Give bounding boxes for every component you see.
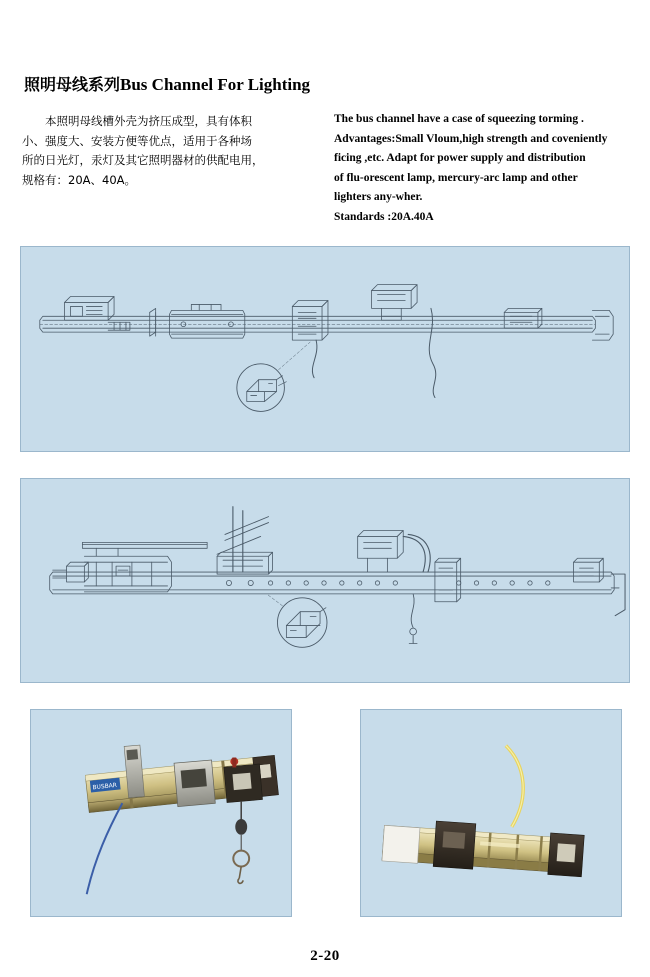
page-title [24,72,310,95]
intro-cn-line-3: 所的日光灯，汞灯及其它照明器材的供配电用， [22,153,264,167]
photo-left-tap-off-unit [30,709,292,917]
intro-en-line-5: lighters any-wher. [334,191,423,203]
intro-text-chinese [22,112,272,190]
figure-middle-suspension-drawing [20,478,630,683]
page-title-cn: 照明母线系列 [24,75,121,94]
intro-en-line-4: of flu-orescent lamp, mercury-arc lamp and other [334,171,578,184]
intro-text-english [334,110,624,227]
intro-cn-line-1: 本照明母线槽外壳为挤压成型，具有体积 [45,114,252,128]
svg-text:BUSBAR: BUSBAR [92,781,118,792]
intro-en-line-6: Standards :20A.40A [334,210,434,223]
intro-cn-line-2: 小、强度大、安装方便等优点，适用于各种场 [22,133,252,148]
photo-right-end-feed [360,709,622,917]
page-title-en: Bus Channel For Lighting [120,75,311,94]
intro-cn-line-4: 规格有：20A、40A。 [22,172,136,187]
intro-en-line-3: ficing ,etc. Adapt for power supply and distribution [334,152,586,164]
page-number: 2-20 [310,948,340,964]
figure-top-assembly-drawing [20,246,630,452]
intro-en-line-2: Advantages:Small Vloum,high strength and coveniently [334,132,608,145]
intro-en-line-1: The bus channel have a case of squeezing torming . [334,113,584,125]
